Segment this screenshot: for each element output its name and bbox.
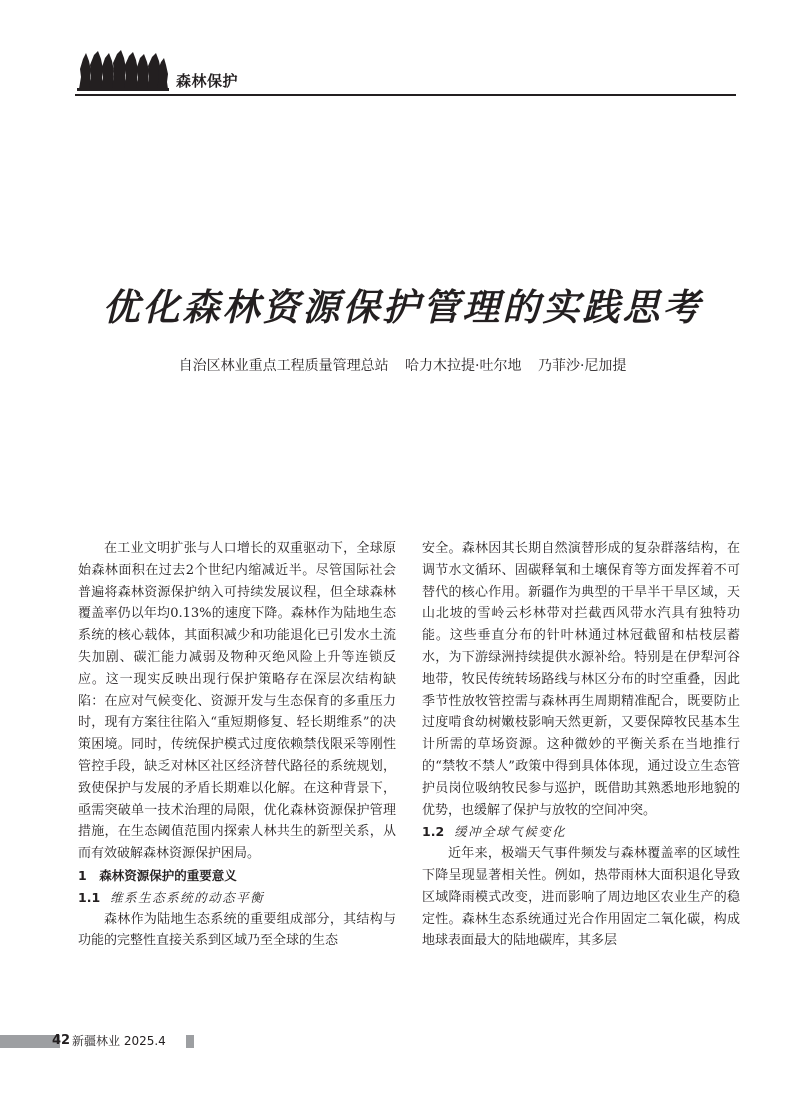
left-column [78, 538, 396, 952]
subsection-number: 1.1 [78, 889, 101, 905]
footer-bar [0, 1035, 60, 1048]
header-divider [75, 94, 736, 96]
affiliation: 自治区林业重点工程质量管理总站 [178, 358, 389, 374]
article-title: 优化森林资源保护管理的实践思考 [102, 285, 703, 329]
continued-paragraph: 安全。森林因其长期自然演替形成的复杂群落结构，在调节水文循环、固碳释氧和土壤保育等方面发挥着不可替代的核心作用。新疆作为典型的干旱半干旱区域，天山北坡的雪岭云杉林带对拦截西风带水汽具有独特功能。这些垂直分布的针叶林通过林冠截留和枯枝层蓄水，为下游绿洲持续提供水源补给。特别是在伊犁河谷地带，牧民传统转场路线与林区分布的时空重叠，因此季节性放牧管控需与森林再生周期精准配合，既要防止过度啃食幼树嫩枝影响天然更新，又要保障牧民基本生计所需的草场资源。这种微妙的平衡关系在当地推行的“禁牧不禁人”政策中得到具体体现，通过设立生态管护员岗位吸纳牧民参与巡护，既借助其熟悉地形地貌的优势，也缓解了保护与放牧的空间冲突。 [422, 541, 740, 818]
page-number: 42 [52, 1033, 71, 1048]
subsection-number: 1.2 [422, 824, 445, 840]
intro-paragraph: 在工业文明扩张与人口增长的双重驱动下，全球原始森林面积在过去2个世纪内缩减近半。尽管国际社会普遍将森林资源保护纳入可持续发展议程，但全球森林覆盖率仍以年均0.13%的速度下降。森林作为陆地生态系统的核心载体，其面积减少和功能退化已引发水土流失加剧、碳汇能力减弱及物种灭绝风险上升等连锁反应。这一现实反映出现行保护策略存在深层次结构缺陷：在应对气候变化、资源开发与生态保育的多重压力时，现有方案往往陷入“重短期修复、轻长期维系”的决策困境。同时，传统保护模式过度依赖禁伐限采等刚性管控手段，缺乏对林区社区经济替代路径的系统规划，致使保护与发展的矛盾长期难以化解。在这种背景下，亟需突破单一技术治理的局限，优化森林资源保护管理措施，在生态阈值范围内探索人林共生的新型关系，从而有效破解森林资源保护困局。 [78, 541, 396, 862]
body-paragraph: 森林作为陆地生态系统的重要组成部分，其结构与功能的完整性直接关系到区域乃至全球的生态 [78, 911, 396, 949]
subsection-heading-1-1 [78, 887, 396, 909]
journal-issue: 新疆林业 2025.4 [72, 1034, 166, 1048]
footer-end-bar [186, 1035, 194, 1048]
body-paragraph: 近年来，极端天气事件频发与森林覆盖率的区域性下降呈现显著相关性。例如，热带雨林大面积退化导致区域降雨模式改变，进而影响了周边地区农业生产的稳定性。森林生态系统通过光合作用固定二氧化碳，构成地球表面最大的陆地碳库，其多层 [422, 846, 740, 949]
author-2: 乃菲沙·尼加提 [537, 358, 627, 374]
subsection-heading-1-2 [422, 821, 740, 843]
author-1: 哈力木拉提·吐尔地 [405, 358, 522, 374]
forest-trees-icon [77, 49, 169, 91]
page-footer [0, 1031, 200, 1051]
byline [0, 354, 805, 378]
page-header [75, 45, 736, 97]
subsection-title: 维系生态系统的动态平衡 [110, 889, 265, 905]
right-column [422, 538, 740, 952]
subsection-title: 缓冲全球气候变化 [454, 824, 567, 840]
section-heading-1: 1 森林资源保护的重要意义 [78, 867, 237, 883]
section-label: 森林保护 [176, 72, 239, 90]
